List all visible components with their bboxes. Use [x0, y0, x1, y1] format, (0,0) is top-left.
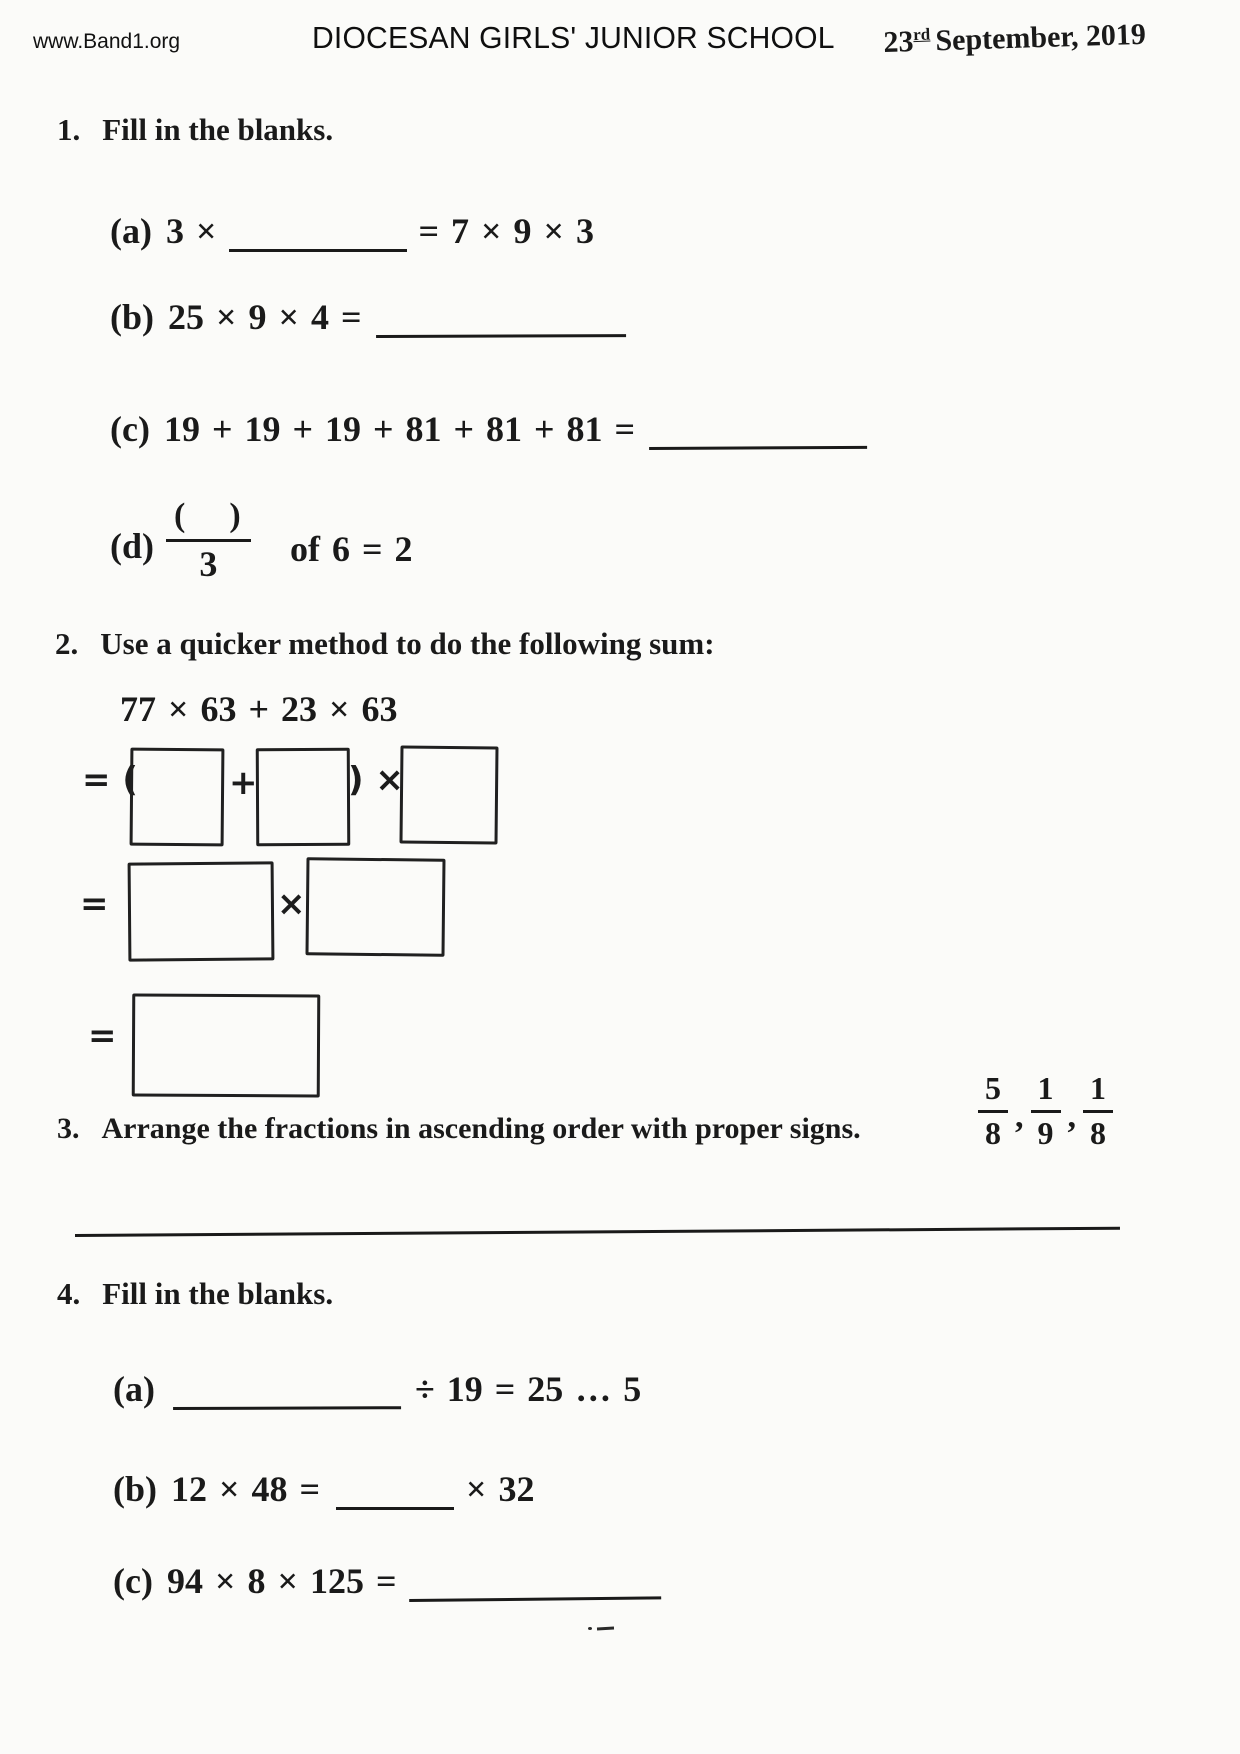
q4a-expression: ÷ 19 = 25 … 5	[414, 1369, 642, 1409]
q2-number: 2.	[55, 626, 79, 661]
q3-comma-2: ,	[1067, 1098, 1076, 1136]
q1b-label: (b)	[110, 297, 154, 337]
watermark-text: www.Band1.org	[33, 30, 181, 53]
q2-answer-box-2[interactable]	[256, 748, 351, 846]
q4a-label: (a)	[113, 1369, 155, 1409]
q1c-row	[110, 408, 867, 450]
q1d-fraction	[166, 498, 251, 583]
q2-heading	[55, 626, 715, 662]
exam-date	[883, 18, 1146, 60]
q1a-answer-blank[interactable]	[229, 213, 407, 252]
q3-fraction-3-denominator: 8	[1090, 1114, 1106, 1151]
q3-fraction-1-numerator: 5	[978, 1072, 1008, 1113]
q2-expression-wrap	[120, 688, 398, 730]
q1b-row	[110, 296, 626, 338]
q3-prompt: Arrange the fractions in ascending order with proper signs.	[101, 1112, 861, 1145]
q1a-expression-right: = 7 × 9 × 3	[418, 211, 595, 251]
q3-fraction-1	[978, 1072, 1008, 1150]
q3-fraction-3	[1083, 1072, 1113, 1150]
q1a-label: (a)	[110, 211, 152, 251]
q3-number: 3.	[57, 1112, 80, 1145]
q1-heading	[57, 112, 333, 148]
q2-prompt: Use a quicker method to do the following sum:	[100, 626, 715, 661]
q3-comma-1: ,	[1015, 1098, 1024, 1136]
q1c-answer-blank[interactable]	[649, 410, 867, 450]
q1a-row	[110, 210, 594, 252]
q2-answer-box-4[interactable]	[128, 861, 275, 961]
q2-line2-equals: =	[80, 884, 109, 924]
q1b-expression: 25 × 9 × 4 =	[168, 297, 362, 337]
q4c-row	[113, 1560, 661, 1602]
q1c-expression: 19 + 19 + 19 + 81 + 81 + 81 =	[163, 409, 636, 449]
q3-heading	[57, 1112, 861, 1146]
q3-fraction-list	[978, 1072, 1113, 1150]
q2-line1-plus: +	[229, 763, 258, 803]
q2-expression: 77 × 63 + 23 × 63	[120, 689, 398, 729]
q3-fraction-2	[1031, 1072, 1061, 1150]
exam-date-rest: September, 2019	[934, 17, 1147, 58]
exam-date-day: 23	[882, 25, 914, 60]
q1d-expression-wrap	[290, 528, 413, 570]
q4b-label: (b)	[113, 1469, 157, 1509]
q1d-fraction-denominator: 3	[199, 543, 218, 584]
q3-fraction-3-numerator: 1	[1083, 1072, 1113, 1113]
q2-answer-box-3[interactable]	[399, 745, 498, 844]
q3-fraction-1-denominator: 8	[985, 1114, 1001, 1151]
q4b-expression: 12 × 48 =	[171, 1469, 321, 1509]
q2-line1-equals-open-paren: = (	[82, 760, 138, 800]
q1-number: 1.	[57, 112, 81, 147]
q3-answer-line[interactable]	[75, 1227, 1120, 1237]
q1d-fraction-numerator[interactable]: ( )	[166, 498, 251, 542]
q4b-expression-right: × 32	[466, 1469, 535, 1509]
q2-answer-box-1[interactable]	[130, 748, 225, 847]
q4-prompt: Fill in the blanks.	[102, 1276, 334, 1311]
q4b-row	[113, 1468, 535, 1510]
q4c-label: (c)	[113, 1561, 153, 1601]
q2-answer-box-6[interactable]	[132, 994, 321, 1098]
q1d-expression: of 6 = 2	[290, 529, 413, 569]
q2-line1-close-paren-times: ) ×	[348, 760, 404, 800]
scan-artifact-dot	[588, 1627, 592, 1630]
q1d-label: (d)	[110, 526, 154, 566]
q3-fraction-2-denominator: 9	[1037, 1114, 1054, 1151]
q4c-expression: 94 × 8 × 125 =	[166, 1561, 397, 1601]
q2-answer-box-5[interactable]	[305, 857, 445, 956]
q4b-answer-blank[interactable]	[336, 1471, 454, 1510]
q4-heading	[57, 1276, 333, 1312]
q4a-answer-blank[interactable]	[173, 1370, 401, 1410]
q4a-row	[113, 1368, 641, 1410]
q4-number: 4.	[57, 1276, 81, 1311]
q2-line3-equals: =	[88, 1016, 117, 1056]
exam-date-ordinal: rd	[912, 24, 931, 45]
scan-artifact-mark	[588, 1626, 618, 1631]
q1-prompt: Fill in the blanks.	[102, 112, 334, 147]
q1d-label-wrap	[110, 525, 154, 567]
q3-fraction-2-numerator: 1	[1031, 1072, 1061, 1113]
q1b-answer-blank[interactable]	[375, 298, 625, 338]
q1a-expression: 3 ×	[165, 211, 217, 251]
school-title: DIOCESAN GIRLS' JUNIOR SCHOOL	[312, 20, 835, 55]
q1c-label: (c)	[110, 409, 150, 449]
q2-line2-times: ×	[277, 884, 306, 924]
scan-artifact-dash	[597, 1627, 614, 1631]
q4c-answer-blank[interactable]	[408, 1560, 660, 1602]
